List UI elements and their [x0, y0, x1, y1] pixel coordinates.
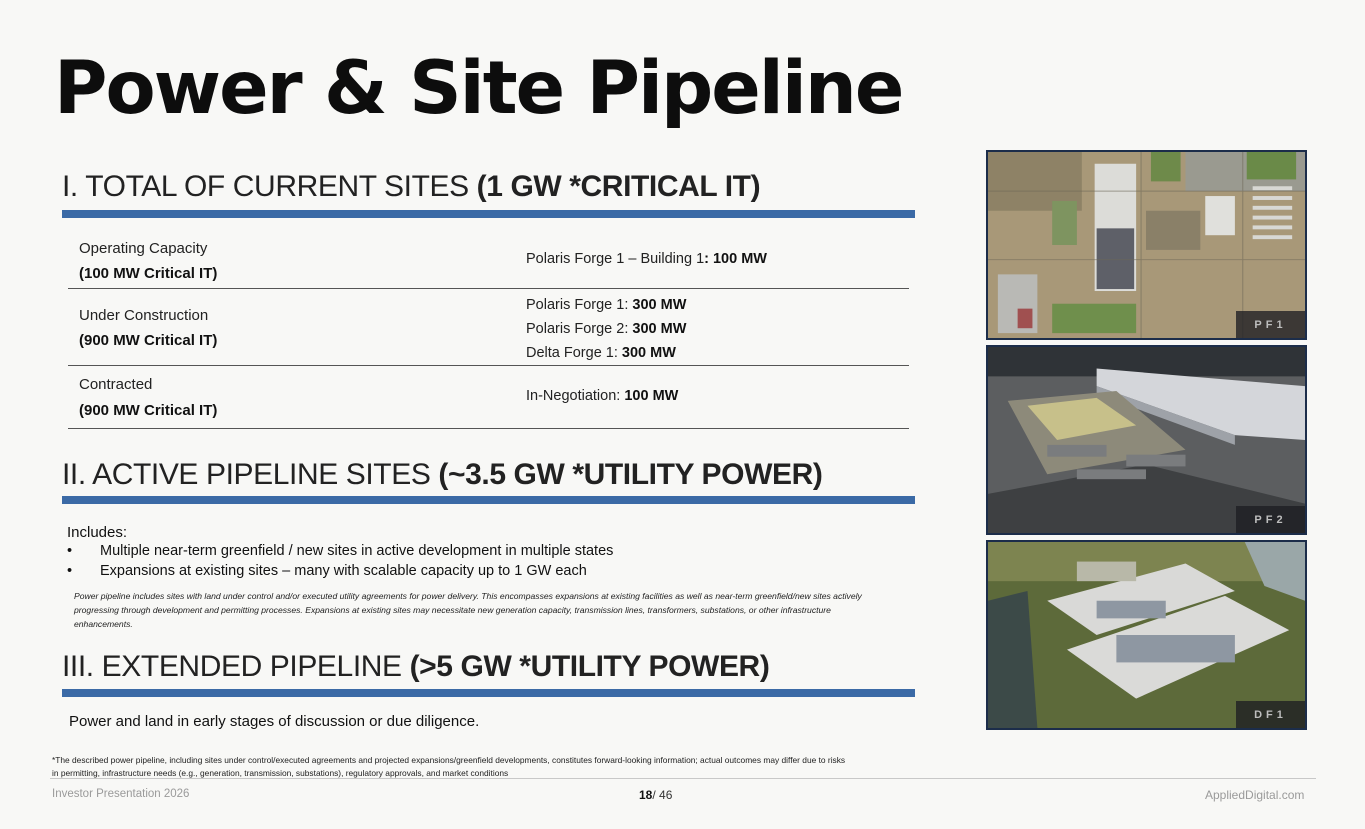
site-photo-df1: [986, 540, 1307, 730]
list-item: • Multiple near-term greenfield / new sites in active development in multiple states: [67, 543, 614, 559]
capacity-table: [68, 226, 909, 429]
section-extended-divider: [62, 689, 915, 697]
footer-website: AppliedDigital.com: [1205, 788, 1305, 802]
section-extended-heading-text: III. EXTENDED PIPELINE: [62, 650, 410, 683]
footer-presentation-label: Investor Presentation 2026: [52, 788, 190, 800]
section-active-heading-text: II. ACTIVE PIPELINE SITES: [62, 458, 439, 491]
pipeline-note: Power pipeline includes sites with land under control and/or executed utility agreements for power delivery. This encompasses expansions at existing facilities as well as near-term greenfield/new sites actively progressing through development and permitting processes. Expansions at existing sites may necessitate new generation capacity, transmission lines, transformers, substations, or other infrastructure enhancements.: [74, 591, 862, 629]
capacity-label: Contracted: [79, 376, 153, 393]
capacity-label: Operating Capacity: [79, 240, 208, 257]
includes-label: Includes:: [67, 524, 128, 541]
disclaimer-footnote: *The described power pipeline, including sites under control/executed agreements and projected expansions/greenfield developments, constitutes forward-looking information; actual outcomes may differ due to risks in permitting, infrastructure needs (e.g., generation, transmission, substations), regulatory approvals, and market conditions: [52, 755, 846, 778]
photo-tag: PF1: [1236, 311, 1305, 338]
section-active-divider: [62, 496, 915, 504]
capacity-sublabel: (100 MW Critical IT): [79, 265, 218, 282]
page-number: 18/ 46: [639, 788, 673, 802]
capacity-sublabel: (900 MW Critical IT): [79, 402, 218, 419]
section-extended-heading-emphasis: (>5 GW *UTILITY POWER): [409, 650, 770, 683]
page-title: Power & Site Pipeline: [54, 46, 903, 131]
photo-tag: PF2: [1236, 506, 1305, 533]
extended-pipeline-text: Power and land in early stages of discussion or due diligence.: [69, 713, 480, 730]
section-current-heading-emphasis: (1 GW *CRITICAL IT): [476, 170, 761, 203]
photo-tag: DF1: [1236, 701, 1305, 728]
site-photo-pf2: [986, 345, 1307, 535]
list-item: • Expansions at existing sites – many with scalable capacity up to 1 GW each: [67, 563, 587, 579]
capacity-detail: Polaris Forge 2: 300 MW: [526, 321, 687, 337]
section-current-heading-text: I. TOTAL OF CURRENT SITES: [62, 170, 477, 203]
capacity-row-construction: [68, 289, 909, 366]
capacity-label: Under Construction: [79, 307, 209, 324]
bullet-marker: •: [67, 543, 73, 559]
section-extended-heading: [62, 650, 769, 684]
section-current-heading: [62, 170, 760, 204]
capacity-detail: Polaris Forge 1 – Building 1: 100 MW: [526, 251, 767, 267]
capacity-sublabel: (900 MW Critical IT): [79, 332, 218, 349]
capacity-detail: In-Negotiation: 100 MW: [526, 388, 679, 404]
section-active-heading: [62, 458, 822, 492]
section-current-divider: [62, 210, 915, 218]
capacity-detail: Delta Forge 1: 300 MW: [526, 345, 676, 361]
site-photo-pf1: [986, 150, 1307, 340]
capacity-row-contracted: [68, 366, 909, 429]
section-active-heading-emphasis: (~3.5 GW *UTILITY POWER): [438, 458, 823, 491]
footer-divider: [50, 778, 1316, 779]
capacity-detail: Polaris Forge 1: 300 MW: [526, 297, 687, 313]
capacity-row-operating: [68, 226, 909, 289]
bullet-marker: •: [67, 563, 73, 579]
